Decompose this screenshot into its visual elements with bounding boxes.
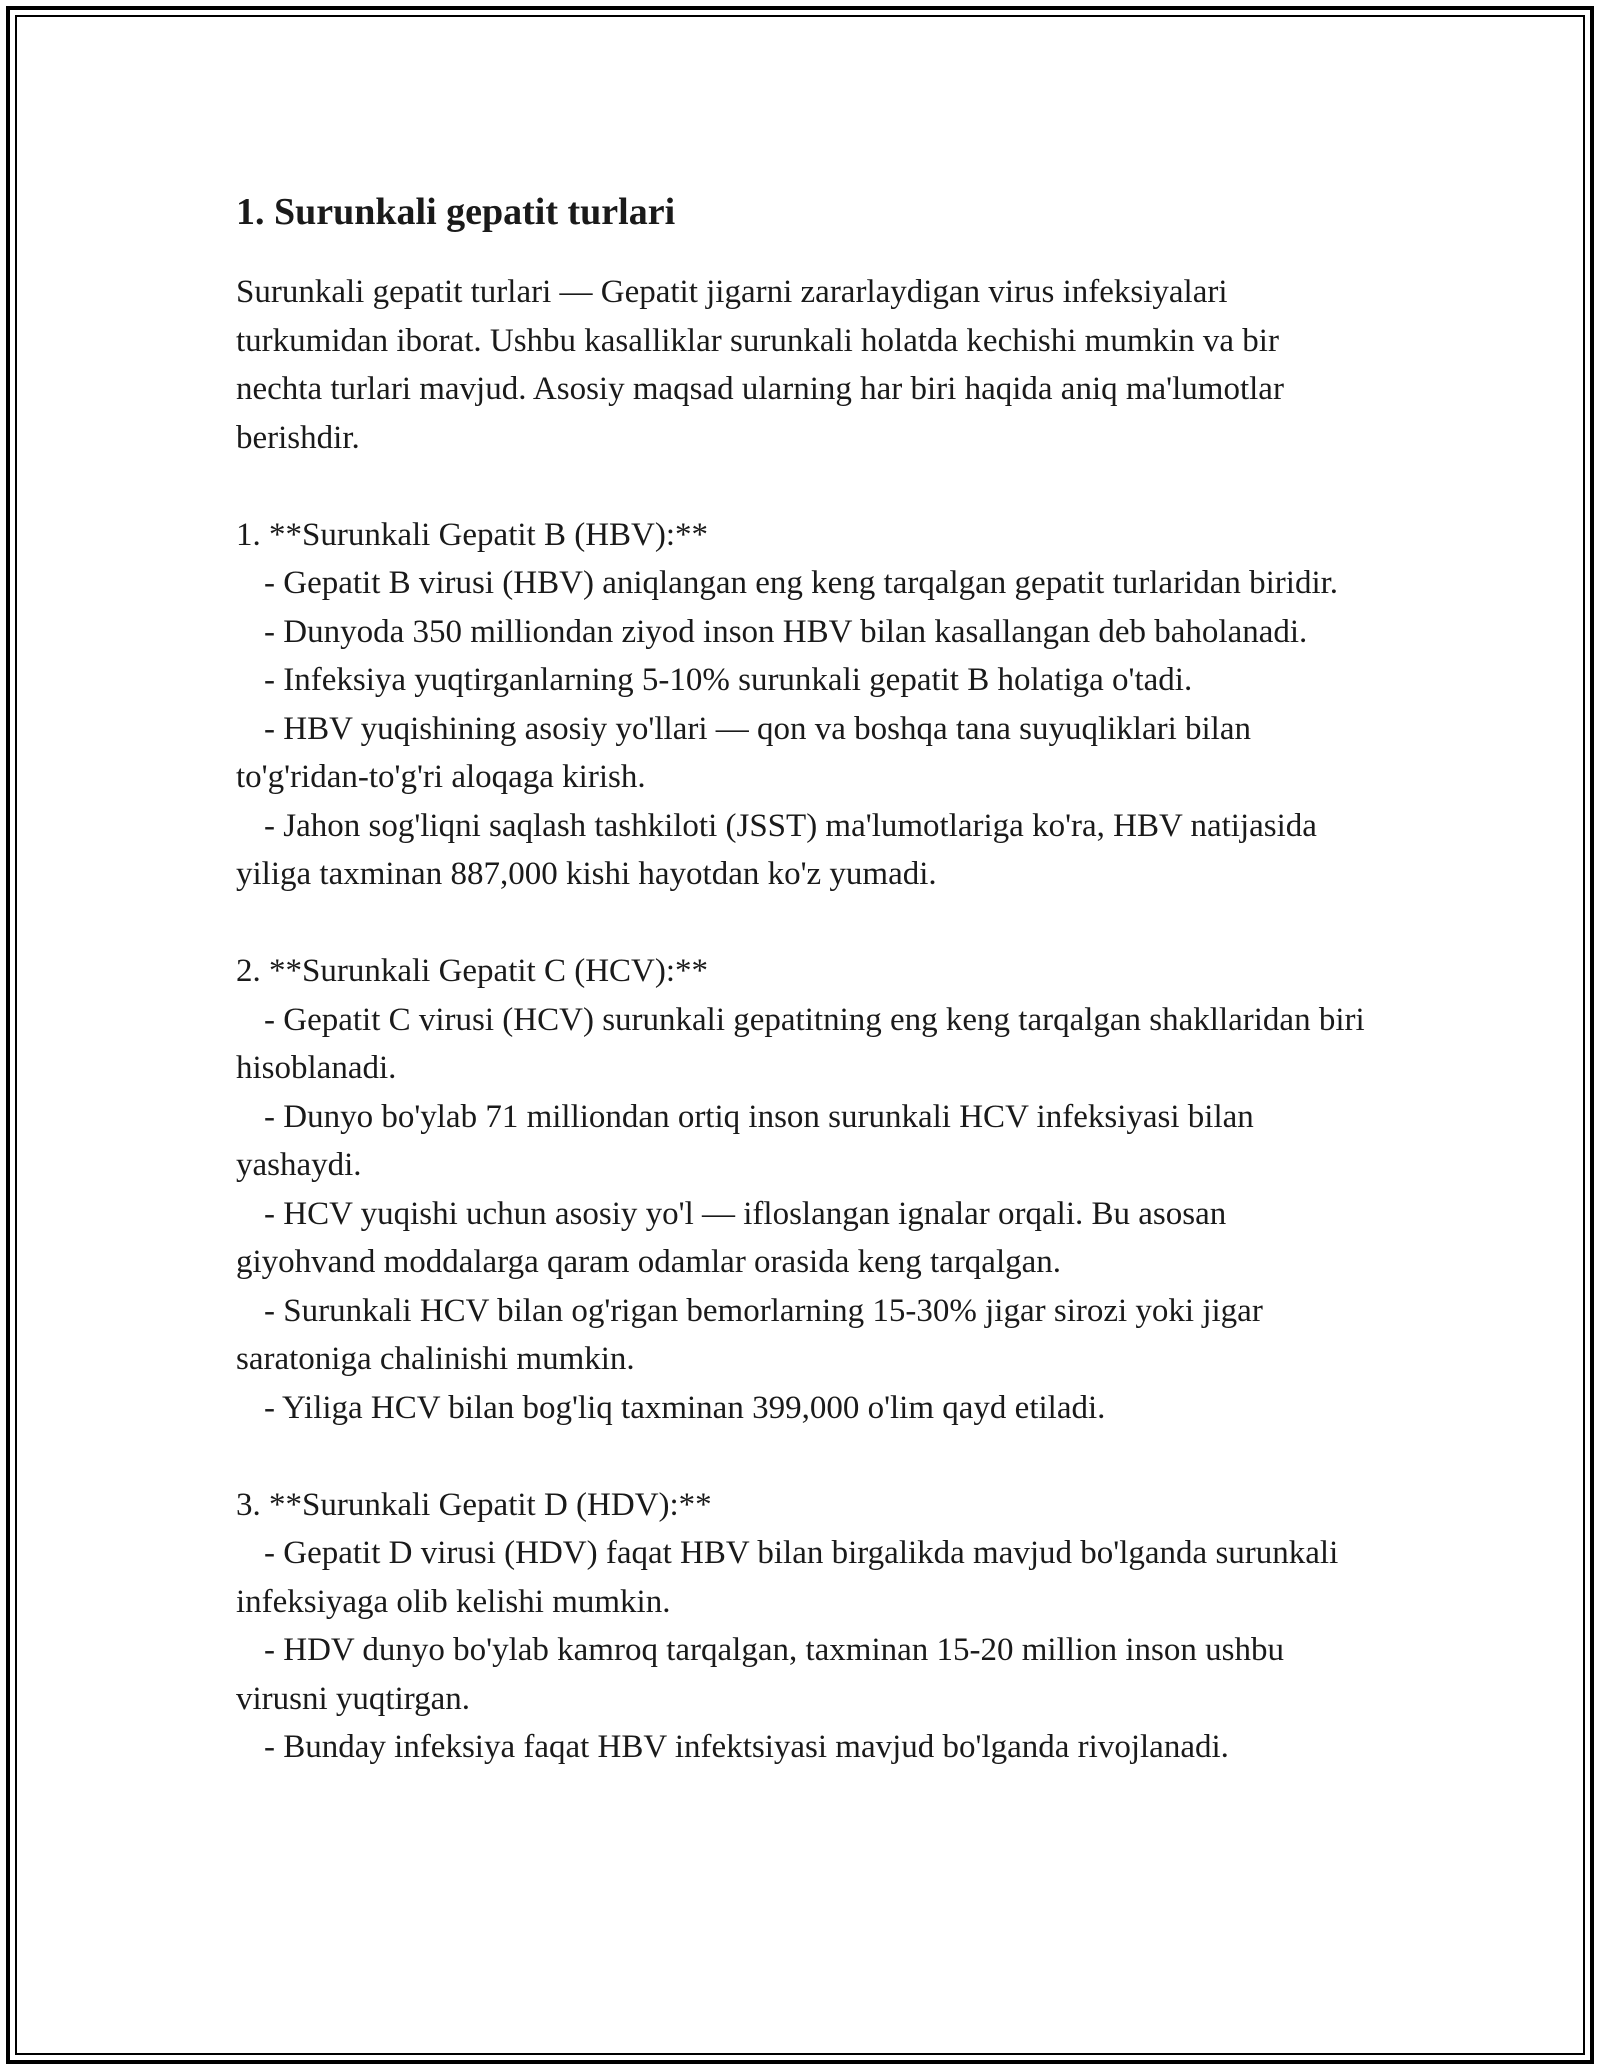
list-item: - Infeksiya yuqtirganlarning 5-10% surunkali gepatit B holatiga o'tadi.	[264, 662, 1193, 698]
list-item: - Surunkali HCV bilan og'rigan bemorlarning 15-30% jigar sirozi yoki jigar saratoniga chalinishi mumkin.	[236, 1292, 1272, 1377]
list-item: - Gepatit D virusi (HDV) faqat HBV bilan birgalikda mavjud bo'lganda surunkali infeksiyaga olib kelishi mumkin.	[236, 1535, 1347, 1620]
list-item: - Bunday infeksiya faqat HBV infektsiyasi mavjud bo'lganda rivojlanadi.	[264, 1729, 1229, 1765]
list-item: - Dunyoda 350 milliondan ziyod inson HBV bilan kasallangan deb baholanadi.	[264, 613, 1308, 650]
list-item: - Dunyo bo'ylab 71 milliondan ortiq inson surunkali HCV infeksiyasi bilan yashaydi.	[236, 1098, 1263, 1183]
document-page	[236, 188, 1373, 1772]
intro-paragraph: Surunkali gepatit turlari — Gepatit jigarni zararlaydigan virus infeksiyalari turkumidan iborat. Ushbu kasalliklar surunkali holatda kechishi mumkin va bir nechta turlari mavjud. Asosiy maqsad ularning har biri haqida aniq ma'lumotlar berishdir.	[236, 274, 1293, 456]
list-item: - Yiliga HCV bilan bog'liq taxminan 399,000 o'lim qayd etiladi.	[264, 1389, 1106, 1426]
list-item: - Jahon sog'liqni saqlash tashkiloti (JSST) ma'lumotlariga ko'ra, HBV natijasida yiliga taxminan 887,000 kishi hayotdan ko'z yumadi.	[236, 807, 1326, 892]
section-spacer	[236, 899, 1366, 948]
list-item: - Gepatit B virusi (HBV) aniqlangan eng keng tarqalgan gepatit turlaridan biridir.	[264, 565, 1339, 601]
section-heading: 1. **Surunkali Gepatit B (HBV):**	[236, 516, 709, 553]
page-title: 1. Surunkali gepatit turlari	[236, 191, 676, 233]
section-spacer	[236, 462, 1366, 511]
list-item: - HCV yuqishi uchun asosiy yo'l — ifloslangan ignalar orqali. Bu asosan giyohvand moddalarga qaram odamlar orasida keng tarqalgan.	[236, 1195, 1235, 1280]
list-item: - HBV yuqishining asosiy yo'llari — qon va boshqa tana suyuqliklari bilan to'g'ridan-to'g'ri aloqaga kirish.	[236, 710, 1260, 795]
section-hdv	[236, 1481, 1366, 1772]
section-hbv	[236, 511, 1366, 899]
list-item: - Gepatit C virusi (HCV) surunkali gepatitning eng keng tarqalgan shakllaridan biri hisoblanadi.	[236, 1001, 1373, 1086]
list-item: - HDV dunyo bo'ylab kamroq tarqalgan, taxminan 15-20 million inson ushbu virusni yuqtirgan.	[236, 1632, 1293, 1717]
section-spacer	[236, 1432, 1366, 1481]
section-heading: 3. **Surunkali Gepatit D (HDV):**	[236, 1486, 712, 1523]
section-heading: 2. **Surunkali Gepatit C (HCV):**	[236, 953, 709, 989]
section-hcv	[236, 947, 1373, 1432]
